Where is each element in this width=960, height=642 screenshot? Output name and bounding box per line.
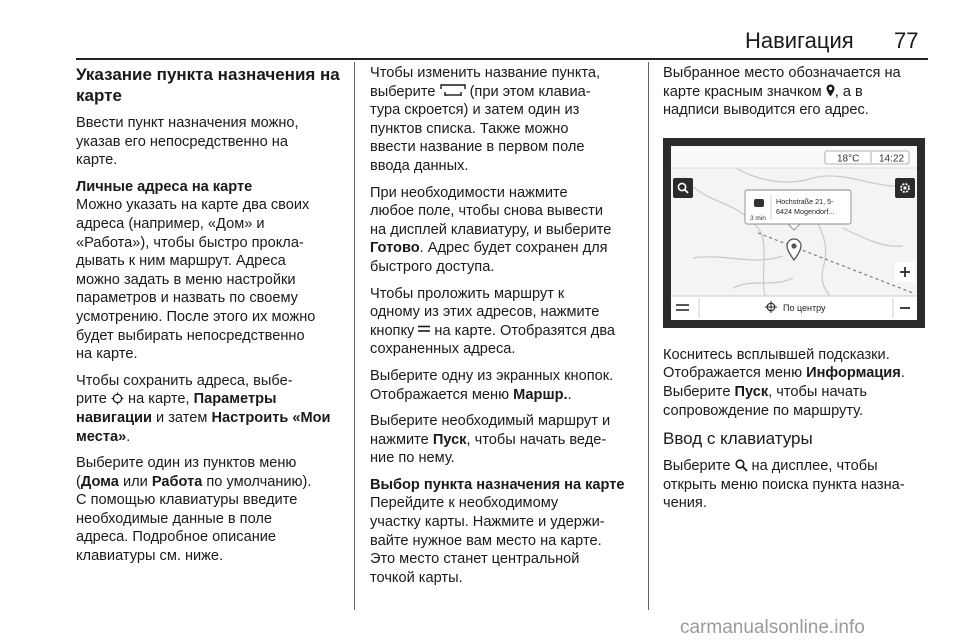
status-time: 14:22 <box>879 153 905 165</box>
save-addresses-paragraph: Чтобы сохранить адреса, выбе- рите на карте, Параметры навигации и затем Настроить «Мои места». <box>76 372 331 445</box>
column-2 <box>370 64 638 595</box>
keyboard-again-paragraph: При необходимости нажмите любое поле, чтобы снова вывести на дисплей клавиатуру, и выберите Готово. Адрес будет сохранен для быстрого доступа. <box>370 184 612 275</box>
list-icon <box>418 324 430 334</box>
search-icon <box>735 459 748 472</box>
target-icon <box>111 392 124 405</box>
destination-popup[interactable] <box>745 190 851 230</box>
route-to-address-paragraph: Чтобы проложить маршрут к одному из этих адресов, нажмите кнопку на карте. Отобразятся два сохраненных адреса. <box>370 285 616 358</box>
page-number: 77 <box>894 28 919 53</box>
zoom-in-button[interactable] <box>895 262 915 282</box>
keyboard-hide-icon <box>440 84 466 97</box>
subheading-keyboard-input: Ввод с клавиатуры <box>663 429 813 449</box>
center-button-label: По центру <box>783 302 826 313</box>
status-temperature: 18°C <box>837 153 860 165</box>
column-divider-1 <box>354 62 355 610</box>
select-menu-item-paragraph: Выберите один из пунктов меню (Дома или Работа по умолчанию). С помощью клавиатуры введите необходимые данные в поле адреса. Подробное описание клавиатуры см. ниже. <box>76 455 312 565</box>
subheading-select-on-map: Выбор пункта назначения на карте <box>370 476 625 493</box>
popup-eta: 3 min <box>750 214 766 222</box>
rename-paragraph: Чтобы изменить название пункта, выберите (при этом клавиа- тура скроется) и затем один из пунктов списка. Также можно ввести название в первом поле ввода данных. <box>370 65 601 174</box>
subheading-personal-addresses: Личные адреса на карте <box>76 178 253 195</box>
column-3 <box>663 64 931 521</box>
navigation-screen-illustration <box>663 138 925 328</box>
tap-popup-paragraph: Коснитесь всплывшей подсказки. Отображается меню Информация. Выберите Пуск, чтобы начать сопровождение по маршруту. <box>663 346 905 419</box>
popup-address-line-1: Hochstraße 21, 5- <box>776 196 834 206</box>
select-on-map-paragraph: Перейдите к необходимому участку карты. Нажмите и удержи- вайте нужное вам место на карте. Это место станет центральной точкой карты. <box>370 495 605 586</box>
header-rule <box>76 58 928 60</box>
map-pin-icon <box>826 84 835 97</box>
keyboard-input-paragraph: Выберите на дисплее, чтобы открыть меню поиска пункта назна- чения. <box>663 458 905 512</box>
choose-button-paragraph: Выберите одну из экранных кнопок. Отображается меню Маршр.. <box>370 367 614 403</box>
personal-addresses-paragraph: Можно указать на карте два своих адреса (например, «Дом» и «Работа»), чтобы быстро прокла- дывать к ним маршрут. Адреса можно задать в меню настройки параметров и назвать по своему усмотрению. После этого их можно будет выбирать непосредственно на карте. <box>76 197 316 363</box>
start-route-paragraph: Выберите необходимый маршрут и нажмите Пуск, чтобы начать веде- ние по нему. <box>370 413 611 467</box>
popup-address-line-2: 6424 Mogendorf... <box>776 206 835 216</box>
intro-paragraph: Ввести пункт назначения можно, указав его непосредственно на карте. <box>76 115 299 169</box>
red-marker-paragraph: Выбранное место обозначается на карте красным значком , а в надписи выводится его адрес. <box>663 65 901 119</box>
header-title: Навигация <box>745 28 854 53</box>
map-search-button[interactable] <box>673 178 693 198</box>
section-heading-map-destination: Указание пункта назначения на карте <box>76 65 340 105</box>
watermark: carmanualsonline.info <box>680 617 865 638</box>
column-1 <box>76 64 346 574</box>
column-divider-2 <box>648 62 649 610</box>
car-icon <box>754 199 764 207</box>
